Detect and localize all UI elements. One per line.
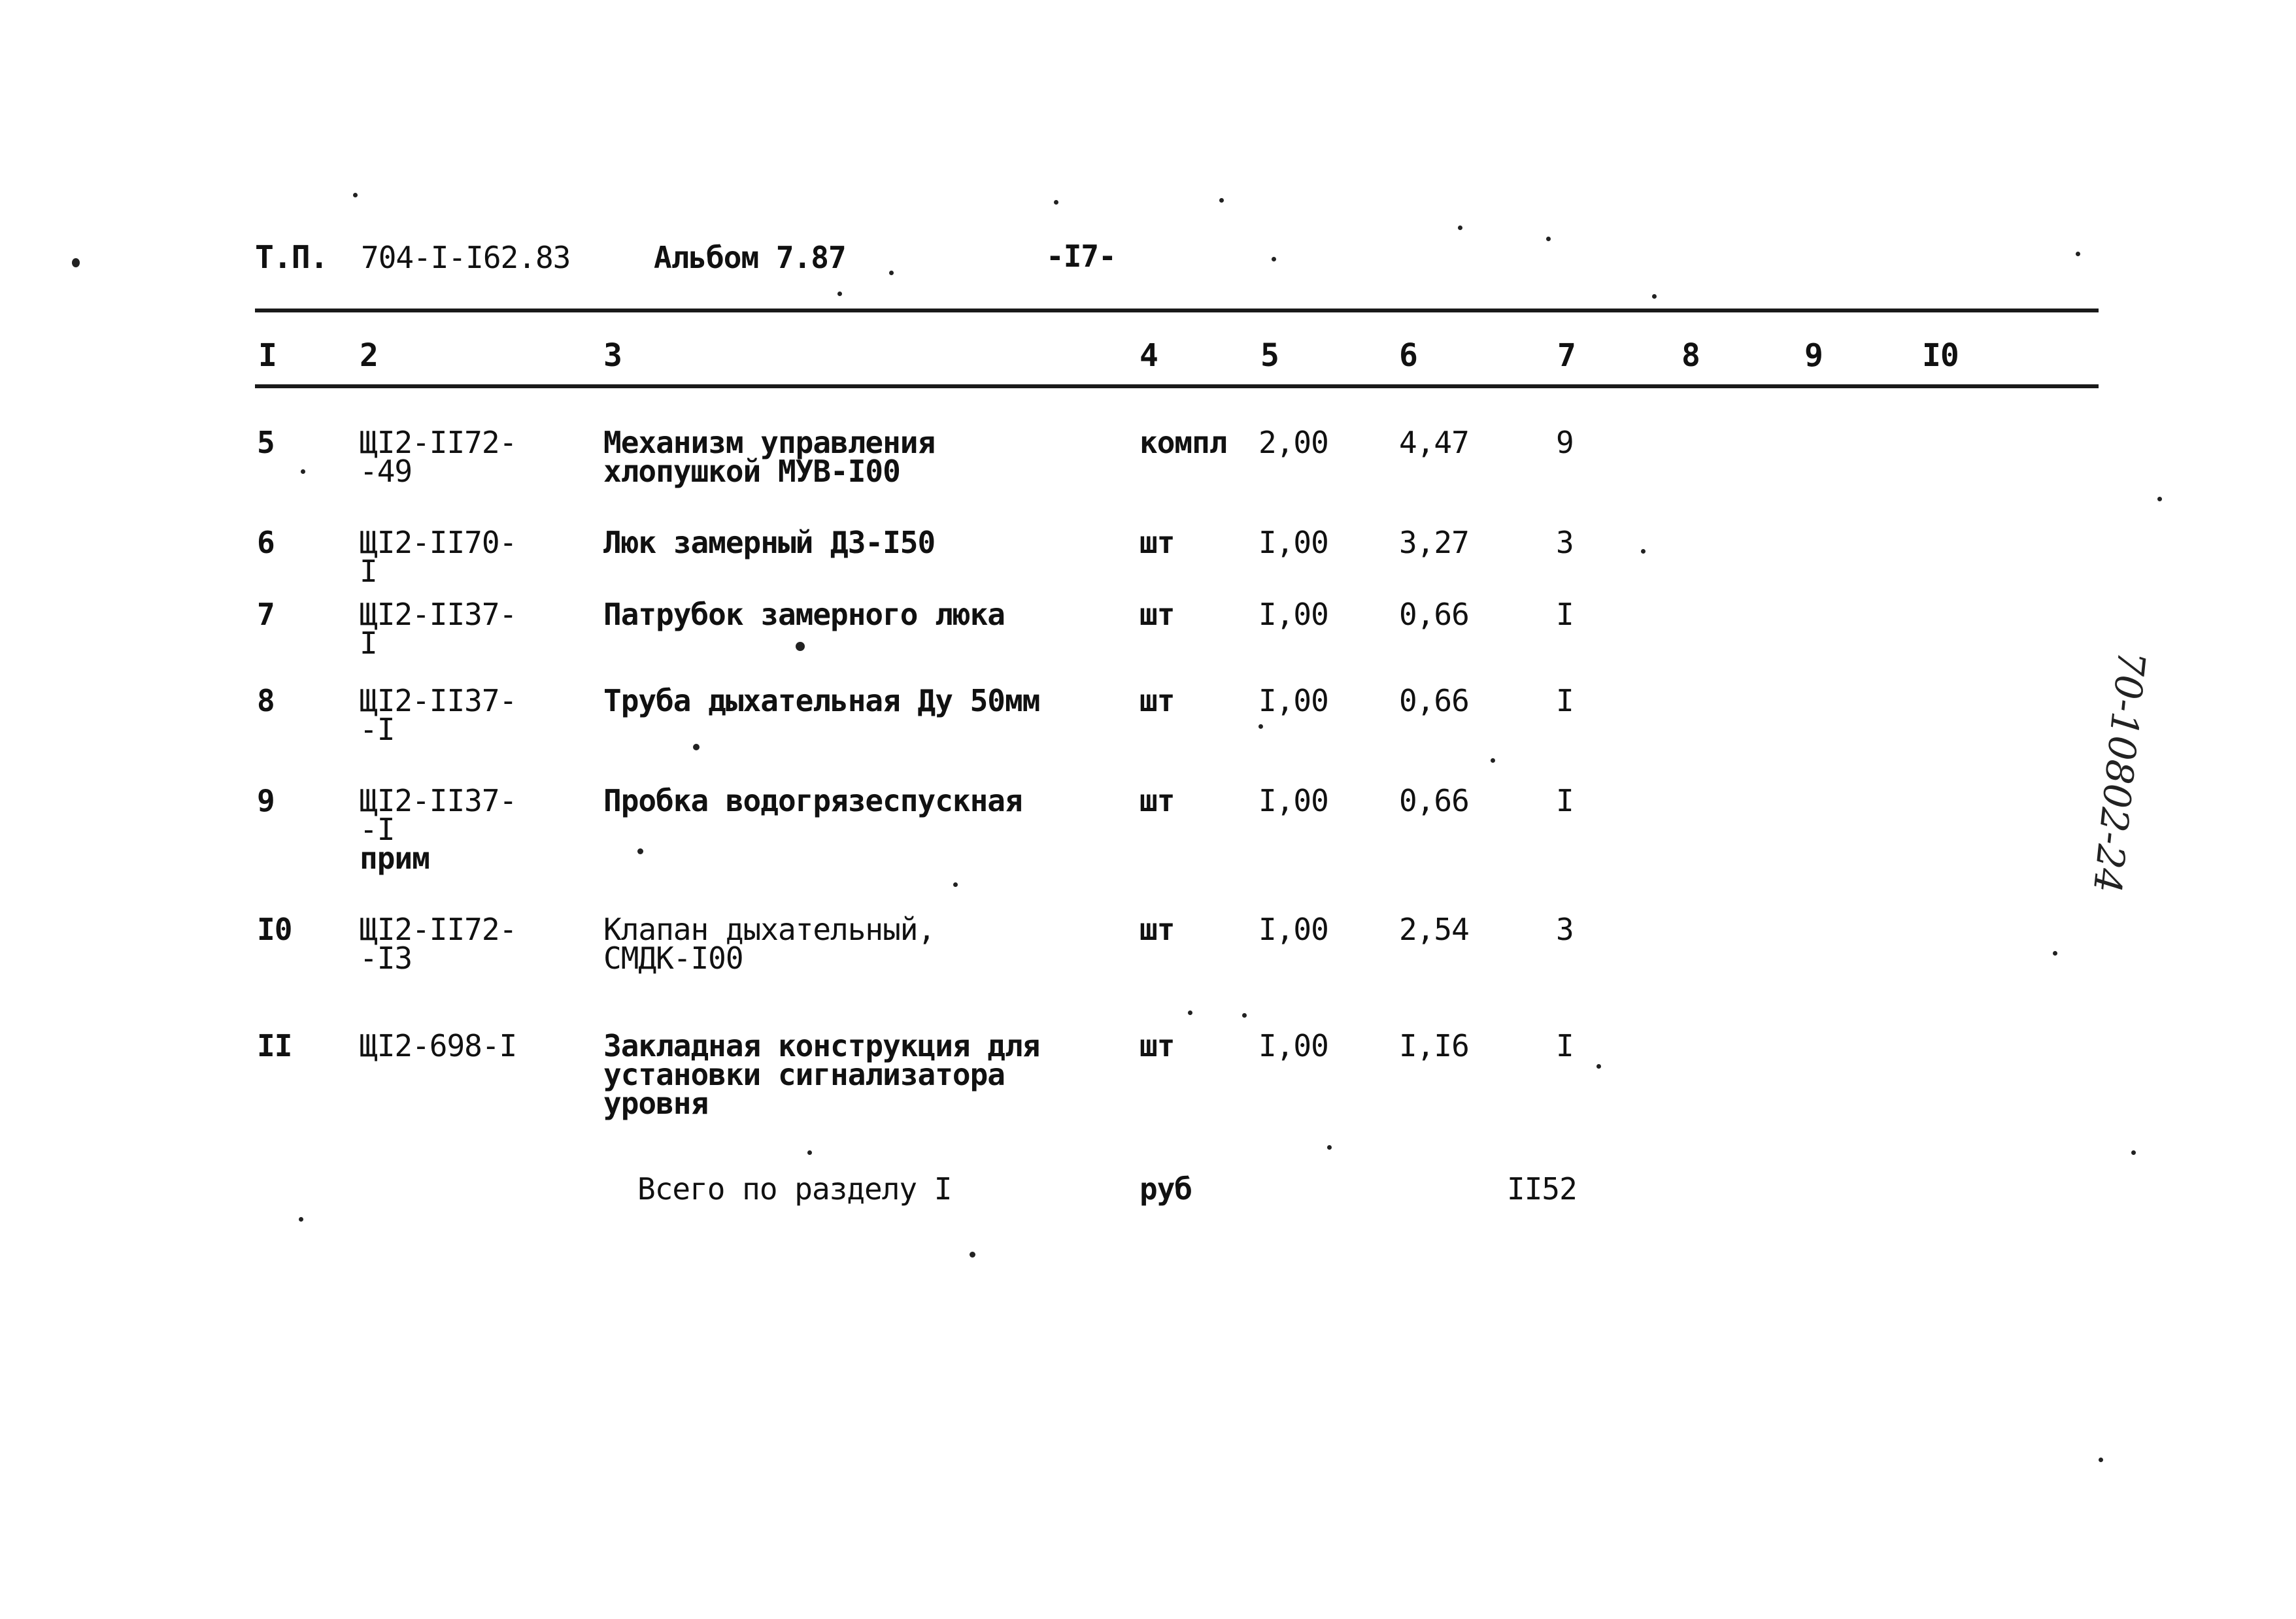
item-code: -I xyxy=(360,712,395,747)
column-header: 8 xyxy=(1681,337,1700,374)
unit-price: 0,66 xyxy=(1399,683,1469,718)
unit-price: 0,66 xyxy=(1399,783,1469,818)
item-name: Механизм управления xyxy=(603,425,936,460)
scan-speck xyxy=(2131,1150,2136,1155)
item-name: Клапан дыхательный, xyxy=(603,912,936,947)
item-code: -I3 xyxy=(360,941,413,976)
unit-price: I,I6 xyxy=(1399,1028,1469,1063)
scan-speck xyxy=(637,848,643,854)
item-code: прим xyxy=(360,841,430,876)
row-number: I0 xyxy=(257,912,292,947)
scan-speck xyxy=(1327,1145,1332,1150)
item-name: Закладная конструкция для xyxy=(603,1028,1040,1063)
unit: шт xyxy=(1140,683,1175,718)
unit: шт xyxy=(1140,597,1175,632)
item-code: I xyxy=(360,626,377,661)
total: I xyxy=(1556,783,1574,818)
row-number: 8 xyxy=(257,683,275,718)
scan-speck xyxy=(1272,257,1276,261)
item-code: -I xyxy=(360,812,395,847)
unit: шт xyxy=(1140,912,1175,947)
row-number: 6 xyxy=(257,525,275,560)
total: 3 xyxy=(1556,912,1574,947)
scan-speck xyxy=(1641,549,1646,554)
quantity: 2,00 xyxy=(1258,425,1328,460)
column-header: 7 xyxy=(1557,337,1576,374)
scan-speck xyxy=(353,193,358,197)
unit-price: 3,27 xyxy=(1399,525,1469,560)
item-code: -49 xyxy=(360,454,413,489)
section-total-value: II52 xyxy=(1507,1171,1577,1207)
unit: шт xyxy=(1140,525,1175,560)
page-number: -I7- xyxy=(1046,239,1116,274)
scan-speck xyxy=(953,882,958,887)
column-header: 4 xyxy=(1140,337,1158,374)
scan-speck xyxy=(2099,1458,2103,1462)
scan-speck xyxy=(2157,497,2162,501)
total: I xyxy=(1556,1028,1574,1063)
unit-price: 4,47 xyxy=(1399,425,1469,460)
item-code: ЩI2-II37- xyxy=(360,683,517,718)
scan-speck xyxy=(2053,951,2057,956)
scan-speck xyxy=(1458,225,1462,230)
margin-stamp: 70-10802-24 xyxy=(2084,648,2154,895)
section-total-unit: руб xyxy=(1140,1171,1192,1207)
quantity: I,00 xyxy=(1258,525,1328,560)
item-name: Патрубок замерного люка xyxy=(603,597,1005,632)
row-number: II xyxy=(257,1028,292,1063)
scan-speck xyxy=(1054,200,1058,205)
scan-speck xyxy=(889,271,894,275)
item-code: ЩI2-II72- xyxy=(360,912,517,947)
total: 3 xyxy=(1556,525,1574,560)
scan-speck xyxy=(837,292,842,296)
scan-speck xyxy=(1652,294,1657,299)
item-name: установки сигнализатора xyxy=(603,1057,1005,1092)
scan-speck xyxy=(693,744,700,750)
table-header-rule xyxy=(255,384,2099,388)
item-name: уровня xyxy=(603,1086,709,1121)
row-number: 5 xyxy=(257,425,275,460)
item-name: Труба дыхательная Ду 50мм xyxy=(603,683,1040,718)
item-code: ЩI2-II37- xyxy=(360,783,517,818)
scan-speck xyxy=(1546,237,1551,241)
column-header: 9 xyxy=(1804,337,1823,374)
scan-speck xyxy=(796,642,805,651)
total: 9 xyxy=(1556,425,1574,460)
item-code: ЩI2-II70- xyxy=(360,525,517,560)
column-header: 5 xyxy=(1260,337,1279,374)
item-code: ЩI2-II37- xyxy=(360,597,517,632)
item-name: Пробка водогрязеспускная xyxy=(603,783,1022,818)
scan-speck xyxy=(1491,758,1495,763)
unit: компл xyxy=(1140,425,1227,460)
total: I xyxy=(1556,597,1574,632)
scan-speck xyxy=(970,1252,975,1258)
album-label: Альбом 7.87 xyxy=(654,240,846,275)
column-header: 2 xyxy=(360,337,378,374)
item-code: I xyxy=(360,554,377,589)
column-header: 6 xyxy=(1399,337,1417,374)
unit-price: 0,66 xyxy=(1399,597,1469,632)
scan-speck xyxy=(301,469,305,474)
scan-speck xyxy=(1242,1013,1247,1018)
doc-prefix: Т.П. xyxy=(255,239,328,276)
quantity: I,00 xyxy=(1258,597,1328,632)
column-header: 3 xyxy=(603,337,622,374)
scan-speck xyxy=(1596,1064,1601,1069)
quantity: I,00 xyxy=(1258,912,1328,947)
scan-speck xyxy=(1188,1010,1192,1015)
table-top-rule xyxy=(255,309,2099,312)
quantity: I,00 xyxy=(1258,1028,1328,1063)
unit-price: 2,54 xyxy=(1399,912,1469,947)
item-code: ЩI2-II72- xyxy=(360,425,517,460)
scan-speck xyxy=(807,1150,812,1155)
scan-speck xyxy=(1258,724,1263,729)
item-name: хлопушкой МУВ-I00 xyxy=(603,454,900,489)
column-header: I xyxy=(258,337,277,374)
quantity: I,00 xyxy=(1258,783,1328,818)
row-number: 9 xyxy=(257,783,275,818)
row-number: 7 xyxy=(257,597,275,632)
item-name: Люк замерный ДЗ-I50 xyxy=(603,525,936,560)
doc-code: 704-I-I62.83 xyxy=(361,240,571,275)
item-code: ЩI2-698-I xyxy=(360,1028,517,1063)
total: I xyxy=(1556,683,1574,718)
section-total-label: Всего по разделу I xyxy=(637,1171,952,1207)
unit: шт xyxy=(1140,1028,1175,1063)
scan-speck xyxy=(299,1217,303,1222)
item-name: СМДК-I00 xyxy=(603,941,743,976)
quantity: I,00 xyxy=(1258,683,1328,718)
column-header: I0 xyxy=(1922,337,1959,374)
scan-speck xyxy=(1219,198,1224,203)
scan-speck xyxy=(2076,252,2080,256)
scan-speck xyxy=(72,258,80,267)
unit: шт xyxy=(1140,783,1175,818)
